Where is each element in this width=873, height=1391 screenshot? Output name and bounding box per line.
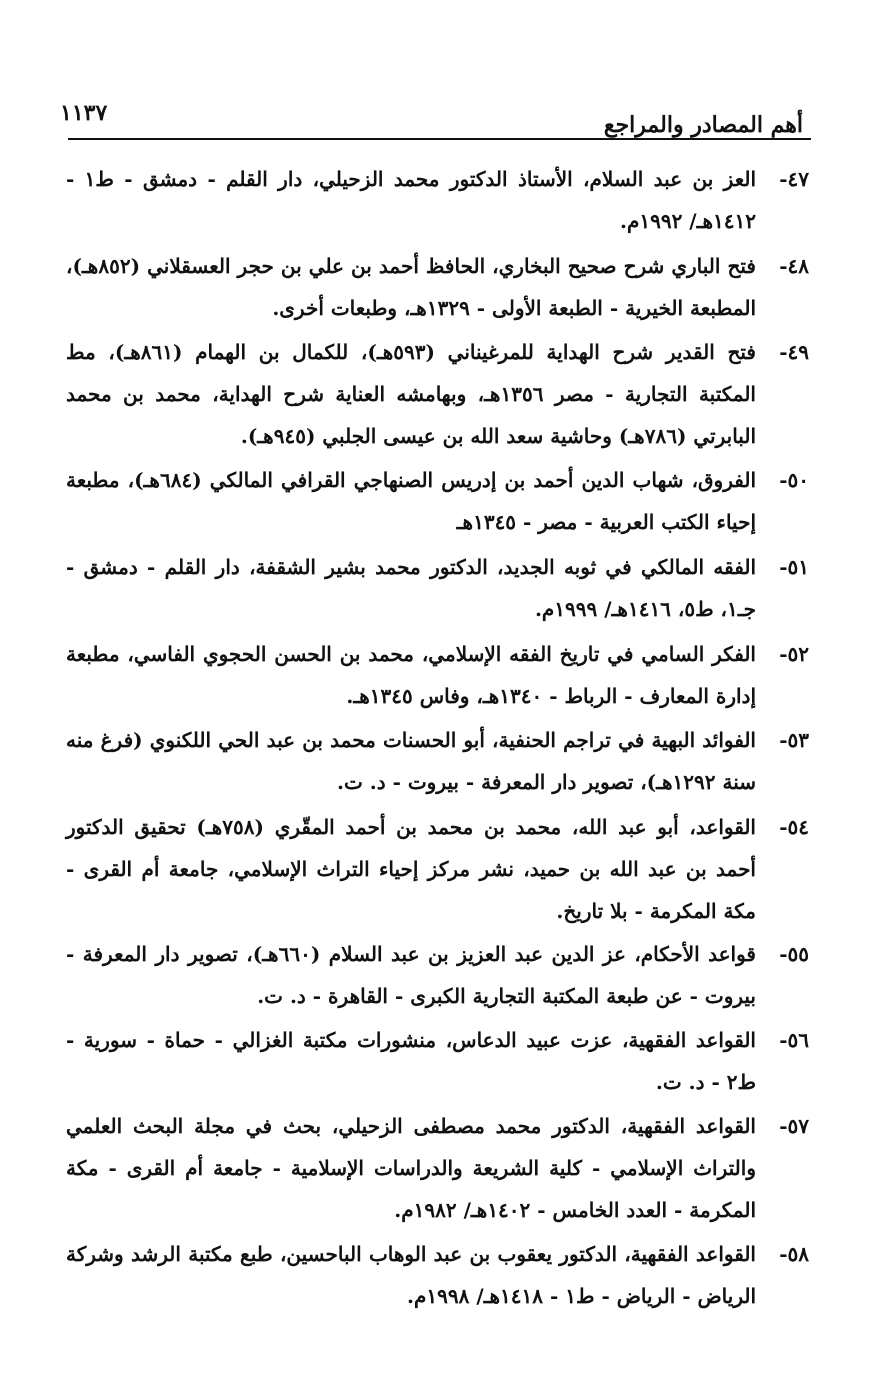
entry-text: القواعد، أبو عبد الله، محمد بن محمد بن أحمد المقّري (٧٥٨هـ) تحقيق الدكتور أحمد بن عبد الله بن حميد، نشر مركز إحياء التراث الإسلامي، جامعة أم القرى - مكة المكرمة - بلا تاريخ.: [66, 815, 756, 923]
bibliography-entry: [66, 546, 809, 630]
running-head-title: أهم المصادر والمراجع: [603, 112, 803, 138]
bibliography-entry: [66, 1019, 809, 1103]
entry-number: ٥٠-: [779, 468, 809, 492]
entry-number: ٥٧-: [779, 1114, 809, 1138]
bibliography-entry: [66, 331, 809, 457]
entry-number: ٤٧-: [779, 167, 809, 191]
entry-text: القواعد الفقهية، الدكتور محمد مصطفى الزحيلي، بحث في مجلة البحث العلمي والتراث الإسلامي - كلية الشريعة والدراسات الإسلامية - جامعة أم القرى - مكة المكرمة - العدد الخامس - ١٤٠٢هـ/ ١٩٨٢م.: [66, 1114, 756, 1222]
entry-number: ٥٣-: [779, 728, 809, 752]
entry-text: الفقه المالكي في ثوبه الجديد، الدكتور محمد بشير الشقفة، دار القلم - دمشق - جـ١، ط٥، ١٤١٦هـ/ ١٩٩٩م.: [66, 555, 756, 621]
bibliography-entry: [66, 633, 809, 717]
bibliography-entry: [66, 719, 809, 803]
bibliography-entry: [66, 158, 809, 242]
entry-text: العز بن عبد السلام، الأستاذ الدكتور محمد الزحيلي، دار القلم - دمشق - ط١ - ١٤١٢هـ/ ١٩٩٢م.: [66, 167, 756, 233]
bibliography-list: [66, 158, 809, 1317]
entry-number: ٥٢-: [779, 642, 809, 666]
entry-text: الفروق، شهاب الدين أحمد بن إدريس الصنهاجي القرافي المالكي (٦٨٤هـ)، مطبعة إحياء الكتب العربية - مصر - ١٣٤٥هـ: [66, 468, 757, 534]
bibliography-entry: [66, 1105, 809, 1231]
entry-text: الفوائد البهية في تراجم الحنفية، أبو الحسنات محمد بن عبد الحي اللكنوي (فرغ منه سنة ١٢٩٢هـ)، تصوير دار المعرفة - بيروت - د. ت.: [66, 728, 756, 794]
entry-text: قواعد الأحكام، عز الدين عبد العزيز بن عبد السلام (٦٦٠هـ)، تصوير دار المعرفة - بيروت - عن طبعة المكتبة التجارية الكبرى - القاهرة - د. ت.: [66, 942, 756, 1008]
page-number: ١١٣٧: [60, 100, 108, 126]
entry-text: فتح الباري شرح صحيح البخاري، الحافظ أحمد بن علي بن حجر العسقلاني (٨٥٢هـ)، المطبعة الخيرية - الطبعة الأولى - ١٣٢٩هـ، وطبعات أخرى.: [66, 254, 756, 320]
bibliography-entry: [66, 459, 809, 543]
bibliography-entry: [66, 806, 809, 932]
entry-number: ٥٥-: [779, 942, 809, 966]
entry-number: ٤٨-: [779, 254, 809, 278]
bibliography-entry: [66, 933, 809, 1017]
entry-text: القواعد الفقهية، عزت عبيد الدعاس، منشورات مكتبة الغزالي - حماة - سورية - ط٢ - د. ت.: [66, 1028, 756, 1094]
entry-number: ٤٩-: [779, 340, 809, 364]
entry-number: ٥٦-: [779, 1028, 809, 1052]
bibliography-entry: [66, 245, 809, 329]
header-rule: [68, 138, 811, 140]
entry-text: القواعد الفقهية، الدكتور يعقوب بن عبد الوهاب الباحسين، طبع مكتبة الرشد وشركة الرياض - الرياض - ط١ - ١٤١٨هـ/ ١٩٩٨م.: [66, 1242, 756, 1308]
entry-number: ٥٨-: [779, 1242, 809, 1266]
entry-number: ٥٤-: [779, 815, 809, 839]
running-head: [60, 100, 803, 140]
entry-number: ٥١-: [779, 555, 809, 579]
bibliography-entry: [66, 1233, 809, 1317]
entry-text: فتح القدير شرح الهداية للمرغيناني (٥٩٣هـ)، للكمال بن الهمام (٨٦١هـ)، مط المكتبة التجارية - مصر ١٣٥٦هـ، وبهامشه العناية شرح الهداية، محمد بن محمد البابرتي (٧٨٦هـ) وحاشية سعد الله بن عيسى الجلبي (٩٤٥هـ).: [66, 340, 756, 448]
entry-text: الفكر السامي في تاريخ الفقه الإسلامي، محمد بن الحسن الحجوي الفاسي، مطبعة إدارة المعارف - الرباط - ١٣٤٠هـ، وفاس ١٣٤٥هـ.: [66, 642, 756, 708]
